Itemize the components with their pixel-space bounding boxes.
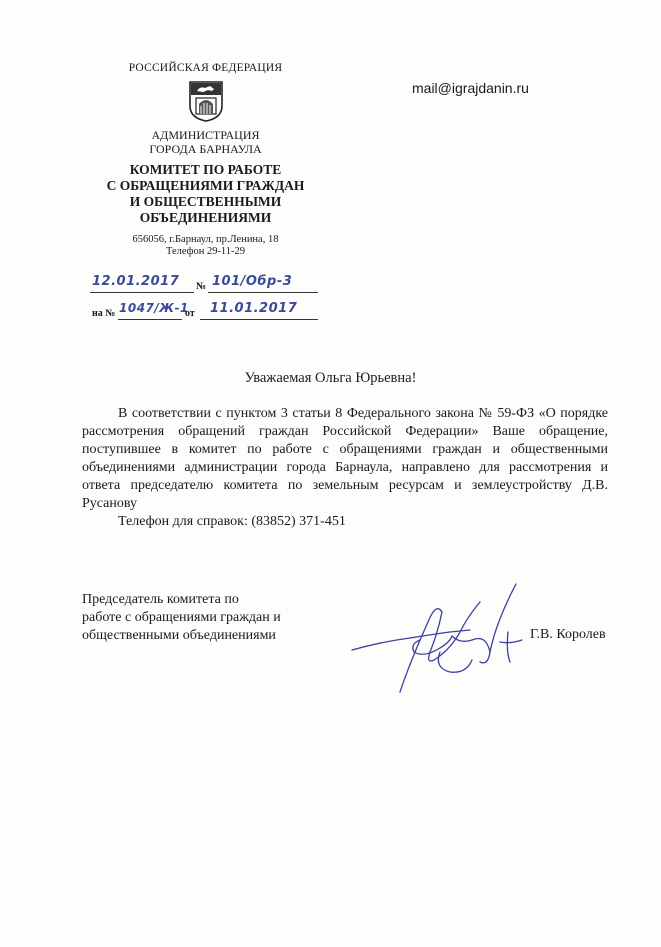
- ref-label: на №: [92, 308, 116, 319]
- committee-line: ОБЪЕДИНЕНИЯМИ: [139, 210, 272, 225]
- from-label: от: [185, 308, 195, 319]
- signatory-name: Г.В. Королев: [530, 627, 606, 642]
- address-line: 656056, г.Барнаул, пр.Ленина, 18: [132, 234, 279, 245]
- outgoing-number: 101/Обр-3: [212, 274, 293, 289]
- ref-number: 1047/Ж-1: [119, 301, 189, 315]
- admin-line: АДМИНИСТРАЦИЯ: [151, 128, 260, 142]
- country-name: РОССИЙСКАЯ ФЕДЕРАЦИЯ: [128, 62, 283, 74]
- admin-line: ГОРОДА БАРНАУЛА: [149, 142, 262, 156]
- signatory-title: [82, 591, 281, 645]
- number-label: №: [196, 281, 207, 292]
- recipient-email: mail@igrajdanin.ru: [412, 80, 529, 96]
- committee-line: И ОБЩЕСТВЕННЫМИ: [129, 194, 282, 209]
- phone-line: Телефон 29-11-29: [165, 246, 246, 257]
- committee-line: С ОБРАЩЕНИЯМИ ГРАЖДАН: [106, 178, 305, 193]
- outgoing-date: 12.01.2017: [92, 274, 180, 289]
- letter-body: [82, 405, 608, 531]
- committee-line: КОМИТЕТ ПО РАБОТЕ: [129, 162, 282, 177]
- title-line: общественными объединениями: [82, 628, 276, 643]
- title-line: Председатель комитета по: [82, 592, 239, 607]
- ref-date-underline: [200, 319, 318, 320]
- ref-underline: [118, 319, 182, 320]
- body-paragraph: В соответствии с пунктом 3 статьи 8 Федерального закона № 59-ФЗ «О порядке рассмотрения обращений граждан Российской Федерации» Ваше обращение, поступившее в комитет по работе с обращениями граждан и общественными объединениями администрации города Барнаула, направлено для рассмотрения и ответа председателю комитета по земельным ресурсам и землеустройству Д.В. Русанову: [82, 406, 608, 511]
- committee-address: [98, 234, 313, 258]
- letterhead: [98, 62, 313, 258]
- contact-phone: Телефон для справок: (83852) 371-451: [118, 514, 346, 529]
- barnaul-coat-of-arms-icon: [188, 80, 224, 122]
- greeting: Уважаемая Ольга Юрьевна!: [244, 370, 417, 386]
- ref-date: 11.01.2017: [210, 301, 298, 316]
- handwritten-signature-icon: [340, 582, 530, 712]
- date-underline: [90, 292, 194, 293]
- committee-name: [98, 162, 313, 226]
- number-underline: [208, 292, 318, 293]
- title-line: работе с обращениями граждан и: [82, 610, 281, 625]
- administration-name: [98, 128, 313, 156]
